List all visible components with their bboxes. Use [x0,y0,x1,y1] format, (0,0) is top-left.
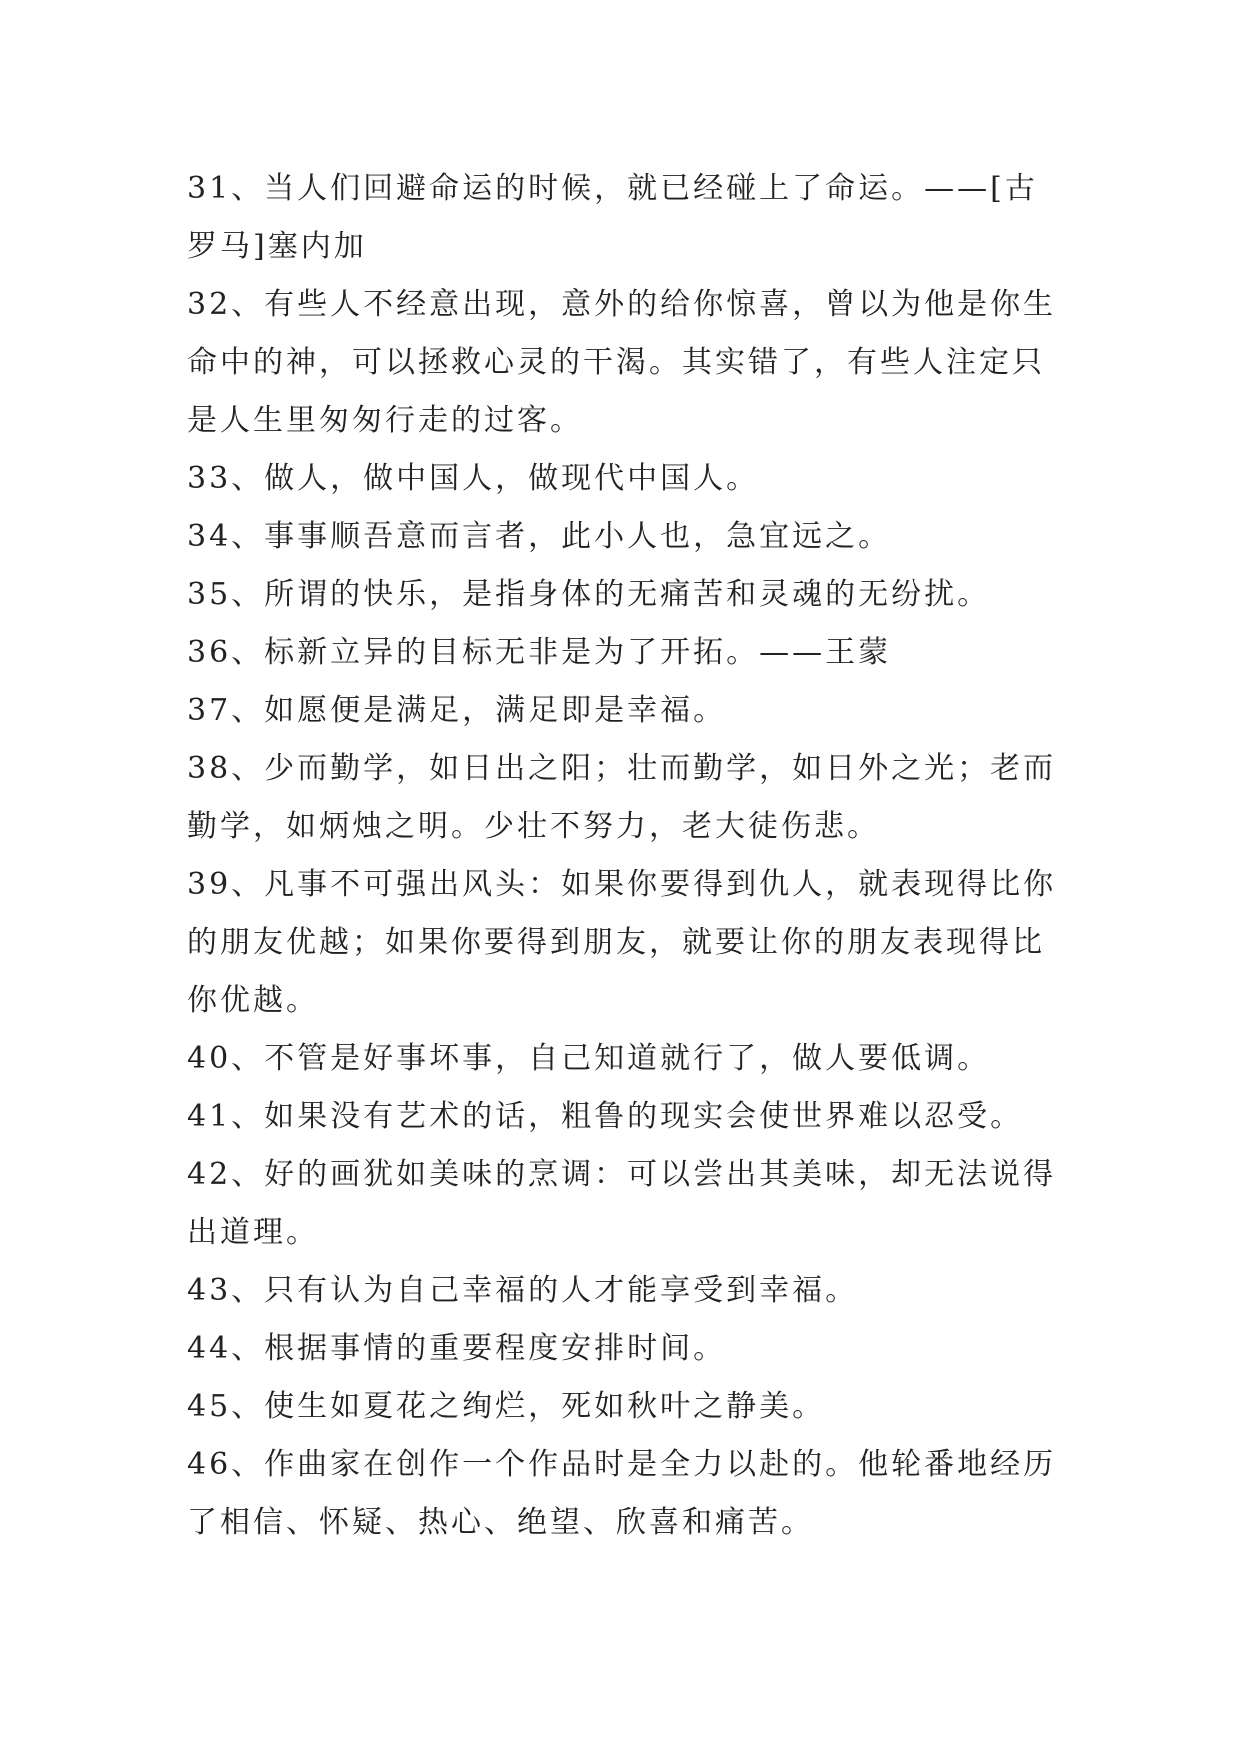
quote-40: 40、不管是好事坏事，自己知道就行了，做人要低调。 [187,1041,991,1076]
quote-38: 38、少而勤学，如日出之阳；壮而勤学，如日外之光；老而勤学，如炳烛之明。少壮不努力，老大徒伤悲。 [187,751,1057,844]
quote-45: 45、使生如夏花之绚烂，死如秋叶之静美。 [187,1389,826,1424]
quote-31: 31、当人们回避命运的时候，就已经碰上了命运。——[古罗马]塞内加 [187,171,1038,264]
quote-39: 39、凡事不可强出风头：如果你要得到仇人，就表现得比你的朋友优越；如果你要得到朋友，就要让你的朋友表现得比你优越。 [187,867,1057,1018]
quote-32: 32、有些人不经意出现，意外的给你惊喜，曾以为他是你生命中的神，可以拯救心灵的干渴。其实错了，有些人注定只是人生里匆匆行走的过客。 [187,287,1057,438]
quote-41: 41、如果没有艺术的话，粗鲁的现实会使世界难以忍受。 [187,1099,1024,1134]
quote-43: 43、只有认为自己幸福的人才能享受到幸福。 [187,1273,859,1308]
quote-list [187,160,1057,1552]
quote-36: 36、标新立异的目标无非是为了开拓。——王蒙 [187,635,892,670]
quote-35: 35、所谓的快乐，是指身体的无痛苦和灵魂的无纷扰。 [187,577,991,612]
quote-37: 37、如愿便是满足，满足即是幸福。 [187,693,727,728]
quote-34: 34、事事顺吾意而言者，此小人也，急宜远之。 [187,519,892,554]
quote-33: 33、做人，做中国人，做现代中国人。 [187,461,760,496]
quote-44: 44、根据事情的重要程度安排时间。 [187,1331,727,1366]
quote-46: 46、作曲家在创作一个作品时是全力以赴的。他轮番地经历了相信、怀疑、热心、绝望、欣喜和痛苦。 [187,1447,1057,1540]
quote-42: 42、好的画犹如美味的烹调：可以尝出其美味，却无法说得出道理。 [187,1157,1057,1250]
